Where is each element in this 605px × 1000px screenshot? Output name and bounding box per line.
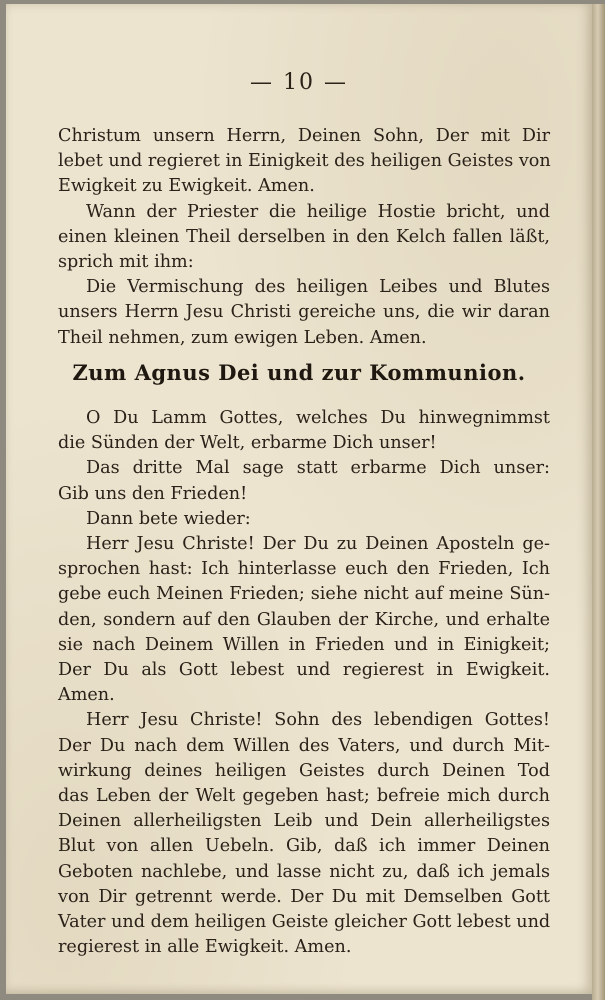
text-line: Gib uns den Frieden! [58,483,248,504]
text-line: sprochen hast: Ich hinterlasse euch den Frieden, Ich [58,559,550,580]
text-line: den, sondern auf den Glauben der Kirche, und erhalte [58,609,550,630]
text-line: Der Du als Gott lebest und regierest in Ewigkeit. [58,660,550,681]
text-line: Ewigkeit zu Ewigkeit. Amen. [58,176,315,197]
text-line: O Du Lamm Gottes, welches Du hinwegnimmst [86,408,550,428]
page-edge [592,4,605,1000]
text-line: sie nach Deinem Willen in Frieden und in Einigkeit; [58,634,550,655]
text-line: Herr Jesu Christe! Sohn des lebendigen Gottes! [86,710,550,731]
prayer-text-bottom [58,406,550,960]
text-line: Amen. [58,685,115,706]
text-line: wirkung deines heiligen Geistes durch Deinen Tod [58,760,550,781]
text-line: Christum unsern Herrn, Deinen Sohn, Der mit Dir [58,126,550,146]
text-line: lebet und regieret in Einigkeit des heiligen Geistes von [58,151,551,172]
text-line: einen kleinen Theil derselben in den Kelch fallen läßt, [58,226,550,247]
text-line: unsers Herrn Jesu Christi gereiche uns, die wir daran [58,302,550,323]
text-line: von Dir getrennt werde. Der Du mit Demselben Gott [58,886,550,907]
book-page [6,4,592,994]
text-line: das Leben der Welt gegeben hast; befreie mich durch [58,786,550,807]
text-line: gebe euch Meinen Frieden; siehe nicht auf meine Sün- [58,584,550,605]
text-line: Blut von allen Uebeln. Gib, daß ich immer Deinen [58,836,550,857]
prayer-text-top [58,124,550,351]
text-line: Deinen allerheiligsten Leib und Dein allerheiligstes [58,811,550,832]
text-line: Dann bete wieder: [86,508,251,529]
text-line: Die Vermischung des heiligen Leibes und Blutes [86,277,550,298]
page-number: — 10 — [250,70,348,95]
text-line: Theil nehmen, zum ewigen Leben. Amen. [58,327,427,348]
text-line: Geboten nachlebe, und lasse nicht zu, daß ich jemals [58,861,550,882]
text-line: die Sünden der Welt, erbarme Dich unser! [58,433,437,454]
text-line: Herr Jesu Christe! Der Du zu Deinen Aposteln ge- [86,534,550,555]
text-line: regierest in alle Ewigkeit. Amen. [58,937,352,958]
section-heading: Zum Agnus Dei und zur Kommunion. [72,360,526,385]
text-line: Wann der Priester die heilige Hostie bricht, und [86,201,550,222]
text-line: Der Du nach dem Willen des Vaters, und durch Mit- [58,735,550,756]
text-line: Vater und dem heiligen Geiste gleicher Gott lebest und [58,912,551,933]
text-line: sprich mit ihm: [58,252,194,273]
text-line: Das dritte Mal sage statt erbarme Dich unser: [86,458,550,479]
